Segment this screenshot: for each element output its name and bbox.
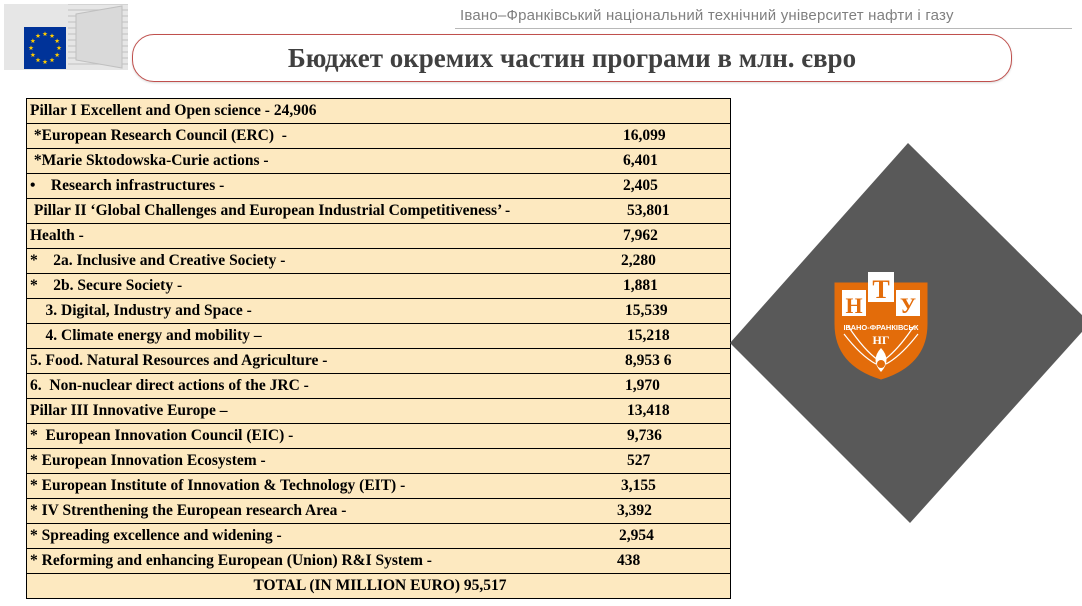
row-value: 1,881	[623, 277, 658, 294]
budget-cell	[27, 299, 731, 324]
page-title: Бюджет окремих частин програми в млн. євро	[287, 43, 857, 73]
table-row	[27, 174, 731, 199]
budget-cell	[27, 274, 731, 299]
row-label: • Research infrastructures -	[30, 177, 225, 194]
row-value: 527	[627, 452, 651, 469]
table-row	[27, 124, 731, 149]
table-row	[27, 249, 731, 274]
row-value: 9,736	[627, 427, 662, 444]
table-row	[27, 499, 731, 524]
row-label: * Reforming and enhancing European (Union) R&I System -	[30, 552, 432, 569]
budget-cell	[27, 399, 731, 424]
university-emblem-icon	[826, 264, 936, 382]
table-row	[27, 349, 731, 374]
row-label: 3. Digital, Industry and Space -	[30, 302, 252, 319]
budget-cell	[27, 549, 731, 574]
table-row	[27, 224, 731, 249]
row-label: *Marie Sktodowska-Curie actions -	[30, 152, 269, 169]
table-row	[27, 474, 731, 499]
table-row	[27, 524, 731, 549]
table-row	[27, 199, 731, 224]
budget-cell	[27, 224, 731, 249]
table-row	[27, 149, 731, 174]
budget-cell	[27, 349, 731, 374]
budget-table	[26, 98, 731, 599]
row-label: * European Innovation Council (EIC) -	[30, 427, 294, 444]
table-row	[27, 549, 731, 574]
budget-cell	[27, 424, 731, 449]
eu-commission-logo	[4, 4, 128, 70]
budget-cell	[27, 199, 731, 224]
budget-cell	[27, 499, 731, 524]
row-label: *European Research Council (ERC) -	[30, 127, 287, 144]
row-value: 3,392	[617, 502, 652, 519]
table-row	[27, 299, 731, 324]
header-divider	[455, 28, 1072, 29]
row-value: 6,401	[623, 152, 658, 169]
table-row	[27, 449, 731, 474]
row-value: 1,970	[625, 377, 660, 394]
table-row	[27, 324, 731, 349]
row-value: 2,405	[623, 177, 658, 194]
emblem-letter-n: Н	[845, 293, 863, 318]
budget-cell	[27, 374, 731, 399]
budget-cell	[27, 124, 731, 149]
row-value: 53,801	[627, 202, 670, 219]
budget-cell	[27, 174, 731, 199]
row-label: Health -	[30, 227, 84, 244]
row-label: 4. Climate energy and mobility –	[30, 327, 262, 344]
table-row	[27, 374, 731, 399]
budget-cell	[27, 249, 731, 274]
row-label: Pillar I Excellent and Open science - 24,906	[30, 102, 317, 119]
budget-cell	[27, 524, 731, 549]
budget-cell	[27, 149, 731, 174]
row-label: * IV Strenthening the European research Area -	[30, 502, 347, 519]
row-label: Pillar II ‘Global Challenges and European Industrial Competitiveness’ -	[30, 202, 511, 219]
row-label: 5. Food. Natural Resources and Agriculture -	[30, 352, 328, 369]
emblem-city: ІВАНО-ФРАНКІВСЬК	[843, 323, 919, 332]
row-value: 13,418	[627, 402, 670, 419]
total-row	[27, 574, 731, 599]
row-value: 2,280	[621, 252, 656, 269]
row-label: * 2a. Inclusive and Creative Society -	[30, 252, 286, 269]
row-label: Pillar III Innovative Europe –	[30, 402, 228, 419]
row-value: 15,539	[625, 302, 668, 319]
university-name: Івано–Франківський національний технічний університет нафти і газу	[460, 7, 954, 24]
row-value: 438	[617, 552, 641, 569]
budget-cell	[27, 449, 731, 474]
row-label: * European Innovation Ecosystem -	[30, 452, 266, 469]
row-label: * Spreading excellence and widening -	[30, 527, 282, 544]
row-label: * European Institute of Innovation & Technology (EIT) -	[30, 477, 406, 494]
emblem-letter-u: У	[899, 293, 917, 318]
budget-cell	[27, 99, 731, 124]
row-value: 2,954	[619, 527, 654, 544]
table-row	[27, 424, 731, 449]
budget-cell	[27, 324, 731, 349]
table-row	[27, 399, 731, 424]
row-value: 15,218	[627, 327, 670, 344]
row-label: * 2b. Secure Society -	[30, 277, 183, 294]
row-value: 3,155	[621, 477, 656, 494]
title-banner	[132, 34, 1012, 82]
budget-cell	[27, 474, 731, 499]
row-value: 7,962	[623, 227, 658, 244]
total-cell: TOTAL (IN MILLION EURO) 95,517	[27, 574, 731, 599]
emblem-letter-t: Т	[872, 275, 890, 304]
row-value: 16,099	[623, 127, 666, 144]
emblem-abbr: НГ	[872, 333, 890, 347]
table-row	[27, 99, 731, 124]
row-value: 8,953 6	[625, 352, 672, 369]
table-row	[27, 274, 731, 299]
row-label: 6. Non-nuclear direct actions of the JRC -	[30, 377, 309, 394]
